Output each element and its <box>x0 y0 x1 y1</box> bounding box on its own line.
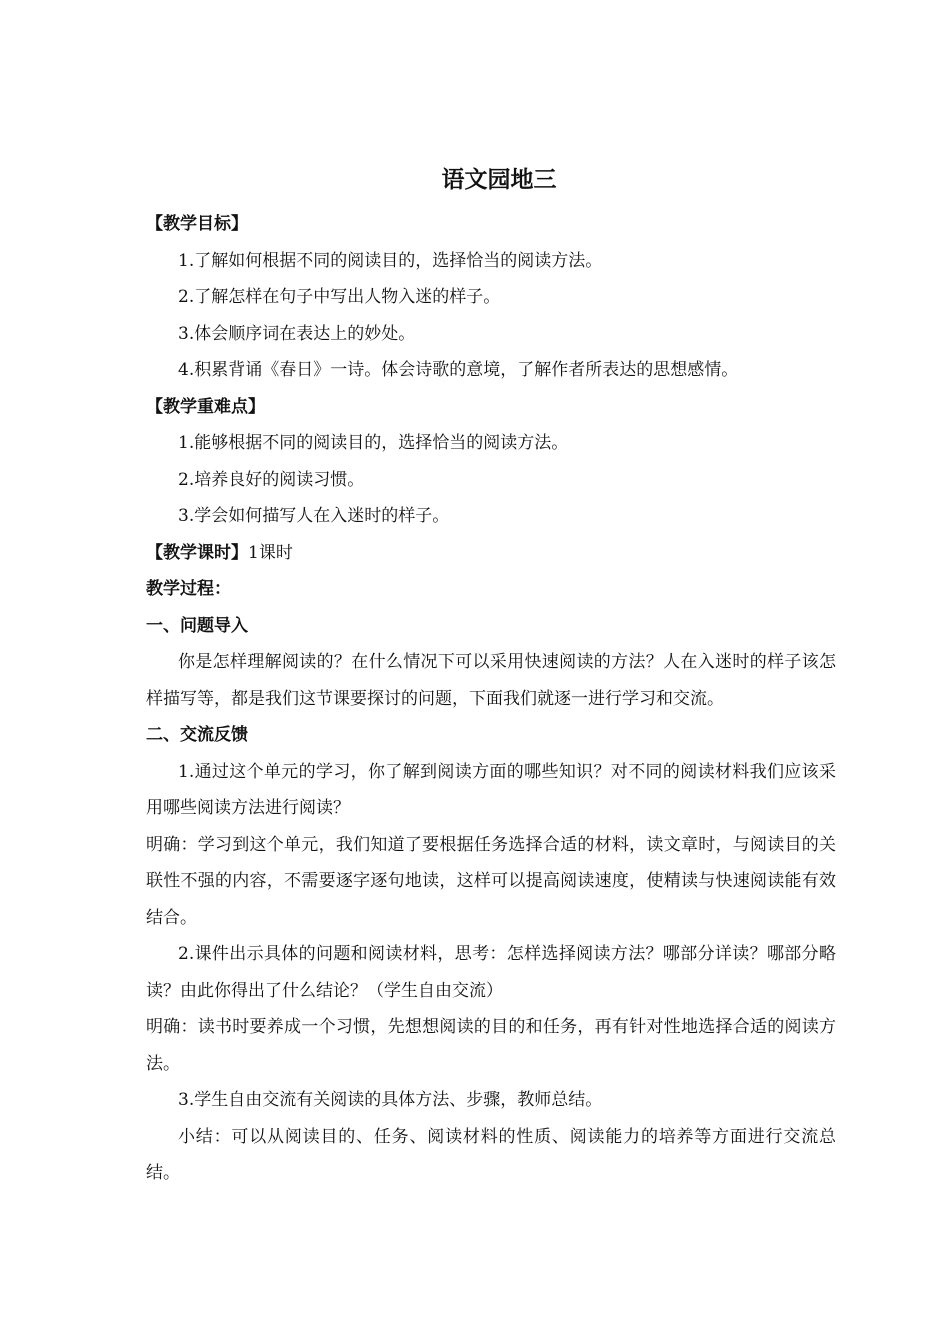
question-paragraph: 1.通过这个单元的学习，你了解到阅读方面的哪些知识？对不同的阅读材料我们应该采用哪些阅读方法进行阅读？ <box>146 761 836 818</box>
question-paragraph: 2.课件出示具体的问题和阅读材料，思考：怎样选择阅读方法？哪部分详读？哪部分略读？由此你得出了什么结论？（学生自由交流） <box>146 944 836 1001</box>
objective-item: 1.了解如何根据不同的阅读目的，选择恰当的阅读方法。 <box>178 250 603 271</box>
class-hours-value: 1课时 <box>248 542 293 563</box>
document-title: 语文园地三 <box>441 167 557 193</box>
objective-item: 2.了解怎样在句子中写出人物入迷的样子。 <box>178 287 501 307</box>
key-point-item: 1.能够根据不同的阅读目的，选择恰当的阅读方法。 <box>178 433 569 453</box>
section-paragraph: 你是怎样理解阅读的？在什么情况下可以采用快速阅读的方法？人在入迷时的样子该怎样描写等，都是我们这节课要探讨的问题，下面我们就逐一进行学习和交流。 <box>146 652 836 709</box>
key-point-item: 3.学会如何描写人在入迷时的样子。 <box>178 506 450 526</box>
objective-item: 4.积累背诵《春日》一诗。体会诗歌的意境，了解作者所表达的思想感情。 <box>178 360 739 380</box>
answer-paragraph: 明确：读书时要养成一个习惯，先想想阅读的目的和任务，再有针对性地选择合适的阅读方法。 <box>146 1017 836 1074</box>
answer-paragraph: 明确：学习到这个单元，我们知道了要根据任务选择合适的材料，读文章时，与阅读目的关联性不强的内容，不需要逐字逐句地读，这样可以提高阅读速度，使精读与快速阅读能有效结合。 <box>146 834 836 928</box>
section-heading: 一、问题导入 <box>146 615 248 636</box>
class-hours <box>146 535 836 572</box>
process-heading: 教学过程： <box>146 579 231 599</box>
section-heading: 二、交流反馈 <box>146 725 248 745</box>
objectives-heading: 【教学目标】 <box>146 214 248 234</box>
key-point-item: 2.培养良好的阅读习惯。 <box>178 469 365 490</box>
class-hours-heading: 【教学课时】 <box>146 542 248 563</box>
question-paragraph: 3.学生自由交流有关阅读的具体方法、步骤，教师总结。 <box>178 1090 603 1110</box>
summary-paragraph: 小结：可以从阅读目的、任务、阅读材料的性质、阅读能力的培养等方面进行交流总结。 <box>146 1126 836 1183</box>
key-points-heading: 【教学重难点】 <box>146 396 265 417</box>
objective-item: 3.体会顺序词在表达上的妙处。 <box>178 323 416 344</box>
document-page <box>146 160 836 1192</box>
